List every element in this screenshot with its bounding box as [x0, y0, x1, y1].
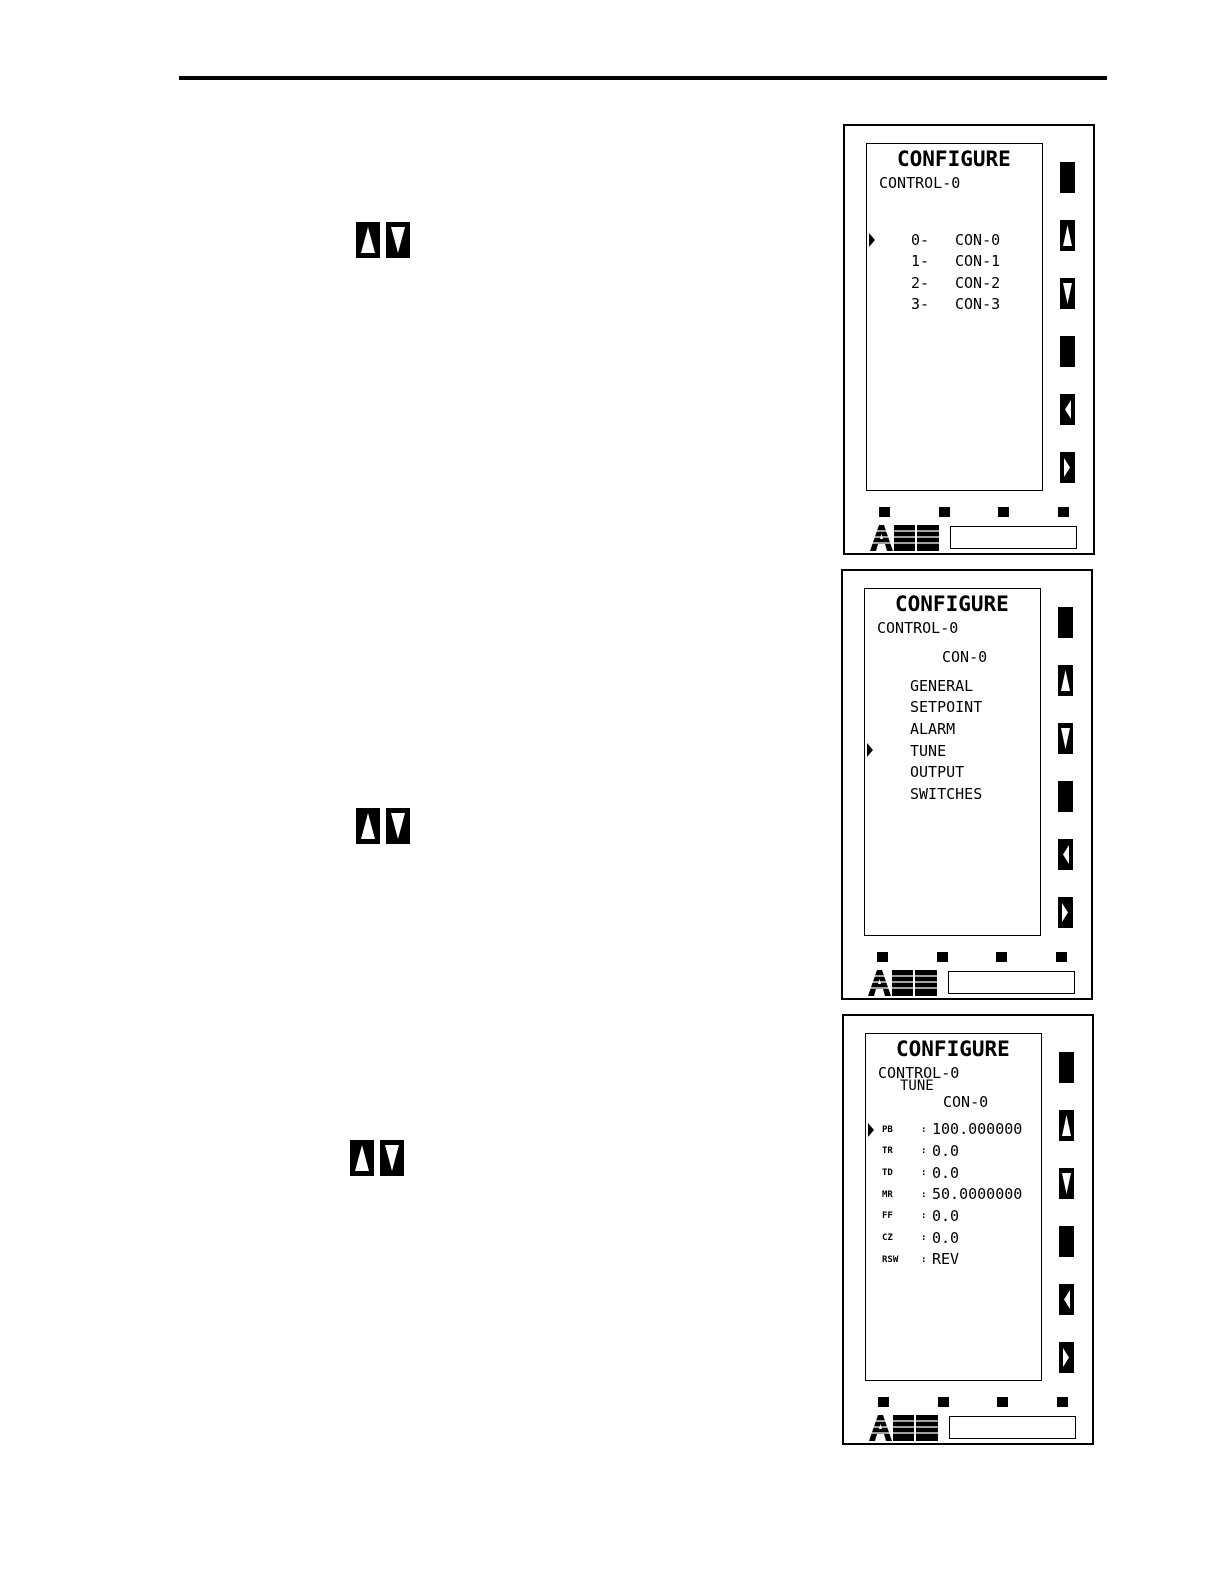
label-window	[948, 971, 1075, 994]
abb-logo	[869, 1414, 939, 1442]
soft-key-3[interactable]	[996, 952, 1007, 962]
soft-key-1[interactable]	[877, 952, 888, 962]
screen-title: CONFIGURE	[895, 592, 1009, 616]
selection-pointer-icon	[869, 233, 875, 247]
list-item-label[interactable]: CON-0	[955, 231, 1001, 249]
up-arrow-icon	[356, 808, 380, 844]
lcd-screen	[864, 588, 1041, 936]
param-key: TR	[882, 1146, 893, 1156]
param-value[interactable]: 0.0	[932, 1164, 960, 1182]
param-key: FF	[882, 1211, 893, 1221]
menu-item[interactable]: SWITCHES	[910, 785, 983, 803]
selection-pointer-icon	[868, 1123, 874, 1137]
param-value[interactable]: 100.000000	[932, 1120, 1023, 1138]
param-key: MR	[882, 1190, 893, 1200]
label-window	[950, 526, 1077, 549]
param-separator: :	[921, 1146, 927, 1156]
controller-panel-3	[842, 1014, 1094, 1445]
param-separator: :	[921, 1233, 927, 1243]
param-separator: :	[921, 1168, 927, 1178]
right-arrow-icon[interactable]	[1060, 452, 1075, 483]
param-value[interactable]: 0.0	[932, 1142, 960, 1160]
lcd-screen	[865, 1033, 1042, 1381]
right-arrow-icon[interactable]	[1059, 1342, 1074, 1373]
soft-key-2[interactable]	[939, 507, 950, 517]
down-arrow-icon	[386, 808, 410, 844]
screen-title: CONFIGURE	[896, 1037, 1010, 1061]
screen-subtitle: CONTROL-0	[877, 619, 959, 637]
soft-key-3[interactable]	[997, 1397, 1008, 1407]
down-arrow-icon	[386, 222, 410, 258]
list-item-num: 2-	[911, 274, 930, 292]
screen-subtitle-2: TUNE	[900, 1078, 934, 1094]
left-arrow-icon[interactable]	[1058, 839, 1073, 870]
lcd-screen	[866, 143, 1043, 491]
menu-item[interactable]: SETPOINT	[910, 698, 983, 716]
arrow-keys-1	[356, 222, 410, 258]
up-arrow-icon[interactable]	[1060, 220, 1075, 251]
list-item-label[interactable]: CON-2	[955, 274, 1001, 292]
param-value[interactable]: 0.0	[932, 1229, 960, 1247]
soft-key-3[interactable]	[998, 507, 1009, 517]
side-key-blank[interactable]	[1058, 781, 1073, 812]
list-item-num: 3-	[911, 295, 930, 313]
soft-key-2[interactable]	[937, 952, 948, 962]
param-separator: :	[921, 1255, 927, 1265]
down-arrow-icon[interactable]	[1059, 1168, 1074, 1199]
param-separator: :	[921, 1190, 927, 1200]
arrow-keys-2	[356, 808, 410, 844]
menu-item[interactable]: ALARM	[910, 720, 956, 738]
menu-item[interactable]: TUNE	[910, 742, 947, 760]
side-key-blank[interactable]	[1060, 162, 1075, 193]
param-value[interactable]: 50.0000000	[932, 1185, 1023, 1203]
param-value[interactable]: REV	[932, 1250, 960, 1268]
controller-panel-2	[841, 569, 1093, 1000]
down-arrow-icon[interactable]	[1060, 278, 1075, 309]
list-item-label[interactable]: CON-3	[955, 295, 1001, 313]
param-key: CZ	[882, 1233, 893, 1243]
side-key-blank[interactable]	[1060, 336, 1075, 367]
screen-title: CONFIGURE	[897, 147, 1011, 171]
side-key-blank[interactable]	[1058, 607, 1073, 638]
controller-panel-1	[843, 124, 1095, 555]
param-value[interactable]: 0.0	[932, 1207, 960, 1225]
list-item-label[interactable]: CON-1	[955, 252, 1001, 270]
param-separator: :	[921, 1125, 927, 1135]
left-arrow-icon[interactable]	[1060, 394, 1075, 425]
soft-key-4[interactable]	[1058, 507, 1069, 517]
up-arrow-icon	[350, 1140, 374, 1176]
soft-key-1[interactable]	[878, 1397, 889, 1407]
side-key-blank[interactable]	[1059, 1052, 1074, 1083]
param-key: TD	[882, 1168, 893, 1178]
param-key: RSW	[882, 1255, 899, 1265]
header-rule	[179, 76, 1107, 80]
soft-key-1[interactable]	[879, 507, 890, 517]
label-window	[949, 1416, 1076, 1439]
arrow-keys-3	[350, 1140, 404, 1176]
screen-subtitle-3: CON-0	[943, 1093, 989, 1111]
down-arrow-icon	[380, 1140, 404, 1176]
menu-item[interactable]: OUTPUT	[910, 763, 965, 781]
down-arrow-icon[interactable]	[1058, 723, 1073, 754]
up-arrow-icon[interactable]	[1058, 665, 1073, 696]
side-key-blank[interactable]	[1059, 1226, 1074, 1257]
up-arrow-icon	[356, 222, 380, 258]
abb-logo	[868, 969, 938, 997]
screen-subtitle: CONTROL-0	[878, 1064, 960, 1082]
list-item-num: 1-	[911, 252, 930, 270]
soft-key-4[interactable]	[1057, 1397, 1068, 1407]
left-arrow-icon[interactable]	[1059, 1284, 1074, 1315]
soft-key-4[interactable]	[1056, 952, 1067, 962]
param-separator: :	[921, 1211, 927, 1221]
right-arrow-icon[interactable]	[1058, 897, 1073, 928]
abb-logo	[870, 524, 940, 552]
screen-subtitle-2: CON-0	[942, 648, 988, 666]
selection-pointer-icon	[867, 743, 873, 757]
param-key: PB	[882, 1125, 893, 1135]
screen-subtitle: CONTROL-0	[879, 174, 961, 192]
list-item-num: 0-	[911, 231, 930, 249]
menu-item[interactable]: GENERAL	[910, 677, 974, 695]
up-arrow-icon[interactable]	[1059, 1110, 1074, 1141]
soft-key-2[interactable]	[938, 1397, 949, 1407]
